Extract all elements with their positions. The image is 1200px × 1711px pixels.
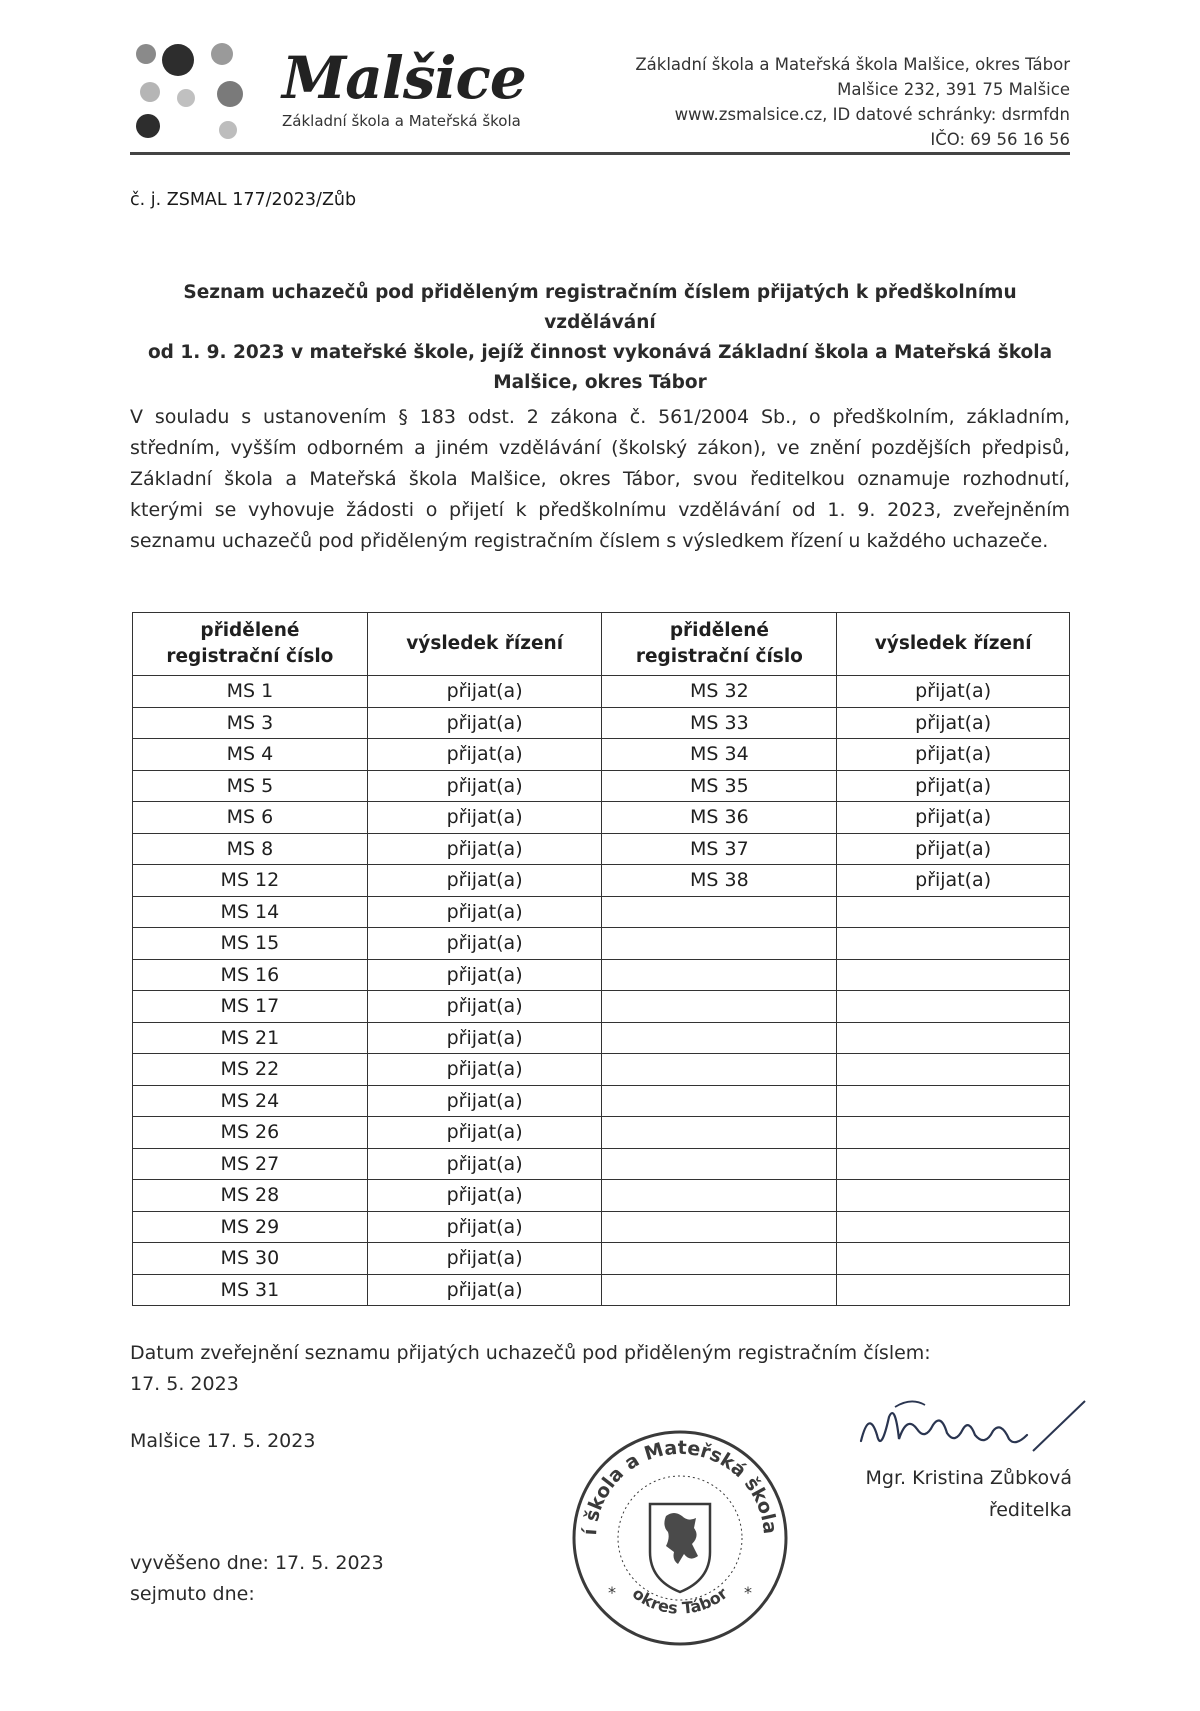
registration-number-cell: MS 27: [133, 1148, 368, 1180]
empty-result-cell: [837, 1085, 1070, 1117]
table-row: [133, 959, 1070, 991]
header-text: přidělené: [200, 620, 300, 641]
result-cell: přijat(a): [367, 1243, 602, 1275]
result-cell: přijat(a): [837, 802, 1070, 834]
admission-results-table: [132, 612, 1070, 1306]
empty-result-cell: [837, 1180, 1070, 1212]
table-row: [133, 802, 1070, 834]
result-cell: přijat(a): [837, 865, 1070, 897]
registration-number-cell: MS 26: [133, 1117, 368, 1149]
registration-number-cell: MS 24: [133, 1085, 368, 1117]
table-row: [133, 707, 1070, 739]
empty-result-cell: [837, 928, 1070, 960]
registration-number-cell: MS 8: [133, 833, 368, 865]
school-logo: [130, 40, 530, 140]
column-header-registration-number: [133, 613, 368, 676]
result-cell: přijat(a): [837, 739, 1070, 771]
empty-registration-number-cell: [602, 1274, 837, 1306]
svg-text:okres Tábor: [629, 1584, 731, 1618]
stamp-ring-text: í škola a Mateřská škola: [579, 1436, 782, 1537]
empty-registration-number-cell: [602, 991, 837, 1023]
result-cell: přijat(a): [367, 928, 602, 960]
table-row: [133, 865, 1070, 897]
registration-number-cell: MS 37: [602, 833, 837, 865]
empty-result-cell: [837, 1022, 1070, 1054]
column-header-registration-number: [602, 613, 837, 676]
empty-registration-number-cell: [602, 1117, 837, 1149]
empty-registration-number-cell: [602, 896, 837, 928]
registration-number-cell: MS 15: [133, 928, 368, 960]
empty-registration-number-cell: [602, 1211, 837, 1243]
removed-on: sejmuto dne:: [130, 1583, 255, 1605]
stamp-seal-icon: [566, 1420, 794, 1652]
letterhead: [130, 30, 1070, 155]
header-text: registrační číslo: [166, 646, 334, 667]
table-row: [133, 1180, 1070, 1212]
empty-result-cell: [837, 1117, 1070, 1149]
empty-result-cell: [837, 896, 1070, 928]
registration-number-cell: MS 3: [133, 707, 368, 739]
result-cell: přijat(a): [837, 707, 1070, 739]
result-cell: přijat(a): [367, 1180, 602, 1212]
result-cell: přijat(a): [367, 676, 602, 708]
title-line: Malšice, okres Tábor: [493, 372, 707, 393]
registration-number-cell: MS 16: [133, 959, 368, 991]
table-row: [133, 1211, 1070, 1243]
registration-number-cell: MS 5: [133, 770, 368, 802]
registration-number-cell: MS 6: [133, 802, 368, 834]
column-header-result: výsledek řízení: [837, 613, 1070, 676]
registration-number-cell: MS 36: [602, 802, 837, 834]
registration-number-cell: MS 29: [133, 1211, 368, 1243]
result-cell: přijat(a): [367, 1085, 602, 1117]
publication-date: 17. 5. 2023: [130, 1373, 239, 1395]
table-row: [133, 1022, 1070, 1054]
svg-text:*: *: [608, 1583, 616, 1602]
result-cell: přijat(a): [367, 707, 602, 739]
result-cell: přijat(a): [367, 991, 602, 1023]
school-contact-block: [635, 52, 1070, 152]
registration-number-cell: MS 34: [602, 739, 837, 771]
reference-number: č. j. ZSMAL 177/2023/Zůb: [130, 190, 357, 210]
empty-registration-number-cell: [602, 1148, 837, 1180]
place-and-date: Malšice 17. 5. 2023: [130, 1430, 316, 1452]
empty-result-cell: [837, 1274, 1070, 1306]
registration-number-cell: MS 33: [602, 707, 837, 739]
header-text: registrační číslo: [635, 646, 803, 667]
result-cell: přijat(a): [367, 1211, 602, 1243]
empty-registration-number-cell: [602, 928, 837, 960]
title-line: od 1. 9. 2023 v mateřské škole, jejíž činnost vykonává Základní škola a Mateřská škola: [147, 342, 1053, 363]
result-cell: přijat(a): [367, 865, 602, 897]
title-line: Seznam uchazečů pod přiděleným registračním číslem přijatých k předškolnímu vzdělávání: [183, 282, 1017, 333]
table-row: [133, 991, 1070, 1023]
empty-result-cell: [837, 1243, 1070, 1275]
table-row: [133, 928, 1070, 960]
result-cell: přijat(a): [367, 896, 602, 928]
director-name: Mgr. Kristina Zůbková: [865, 1467, 1072, 1489]
school-ico: IČO: 69 56 16 56: [930, 130, 1070, 149]
director-signature-block: [866, 1462, 1072, 1526]
director-role: ředitelka: [988, 1499, 1072, 1521]
table-row: [133, 1274, 1070, 1306]
registration-number-cell: MS 31: [133, 1274, 368, 1306]
result-cell: přijat(a): [367, 1274, 602, 1306]
registration-number-cell: MS 12: [133, 865, 368, 897]
posted-on: vyvěšeno dne: 17. 5. 2023: [130, 1552, 384, 1574]
result-cell: přijat(a): [367, 959, 602, 991]
table-row: [133, 1085, 1070, 1117]
empty-registration-number-cell: [602, 1180, 837, 1212]
empty-result-cell: [837, 991, 1070, 1023]
stamp-bottom-text: okres Tábor: [628, 1583, 732, 1618]
table-row: [133, 739, 1070, 771]
posting-block: [130, 1548, 384, 1610]
dots-logo-icon: [130, 40, 280, 140]
result-cell: přijat(a): [367, 833, 602, 865]
logo-wordmark: Malšice: [282, 44, 526, 112]
table-row: [133, 1148, 1070, 1180]
registration-number-cell: MS 32: [602, 676, 837, 708]
empty-registration-number-cell: [602, 959, 837, 991]
empty-registration-number-cell: [602, 1022, 837, 1054]
table-body: [133, 676, 1070, 1306]
empty-result-cell: [837, 959, 1070, 991]
table-row: [133, 1243, 1070, 1275]
registration-number-cell: MS 14: [133, 896, 368, 928]
result-cell: přijat(a): [367, 770, 602, 802]
official-stamp: [566, 1420, 794, 1652]
svg-text:*: *: [744, 1583, 752, 1602]
result-cell: přijat(a): [837, 770, 1070, 802]
intro-paragraph: V souladu s ustanovením § 183 odst. 2 zákona č. 561/2004 Sb., o předškolním, základním, středním, vyšším odborném a jiném vzdělávání (školský zákon), ve znění pozdějších předpisů, Základní škola a Mateřská škola Malšice, okres Tábor, svou ředitelkou oznamuje rozhodnutí, kterými se vyhovuje žádosti o přijetí k předškolnímu vzdělávání od 1. 9. 2023, zveřejněním seznamu uchazečů pod přiděleným registračním číslem s výsledkem řízení u každého uchazeče.: [130, 406, 1070, 552]
column-header-result: výsledek řízení: [367, 613, 602, 676]
school-name: Základní škola a Mateřská škola Malšice, okres Tábor: [635, 55, 1070, 74]
empty-registration-number-cell: [602, 1085, 837, 1117]
empty-result-cell: [837, 1148, 1070, 1180]
result-cell: přijat(a): [367, 739, 602, 771]
registration-number-cell: MS 28: [133, 1180, 368, 1212]
logo-subtitle: Základní škola a Mateřská škola: [282, 112, 521, 130]
publication-label: Datum zveřejnění seznamu přijatých uchazečů pod přiděleným registračním číslem:: [130, 1342, 931, 1364]
result-cell: přijat(a): [367, 1054, 602, 1086]
header-divider: [130, 152, 1070, 155]
table-row: [133, 833, 1070, 865]
registration-number-cell: MS 1: [133, 676, 368, 708]
table-row: [133, 1054, 1070, 1086]
registration-number-cell: MS 4: [133, 739, 368, 771]
result-cell: přijat(a): [367, 802, 602, 834]
table-row: [133, 676, 1070, 708]
result-cell: přijat(a): [837, 833, 1070, 865]
registration-number-cell: MS 21: [133, 1022, 368, 1054]
empty-registration-number-cell: [602, 1054, 837, 1086]
document-title: [130, 278, 1070, 398]
empty-result-cell: [837, 1054, 1070, 1086]
registration-number-cell: MS 22: [133, 1054, 368, 1086]
registration-number-cell: MS 30: [133, 1243, 368, 1275]
empty-result-cell: [837, 1211, 1070, 1243]
registration-number-cell: MS 38: [602, 865, 837, 897]
table-header-row: [133, 613, 1070, 676]
table-row: [133, 896, 1070, 928]
result-cell: přijat(a): [837, 676, 1070, 708]
result-cell: přijat(a): [367, 1022, 602, 1054]
registration-number-cell: MS 17: [133, 991, 368, 1023]
registration-number-cell: MS 35: [602, 770, 837, 802]
empty-registration-number-cell: [602, 1243, 837, 1275]
table-row: [133, 1117, 1070, 1149]
school-address: Malšice 232, 391 75 Malšice: [837, 80, 1070, 99]
table-row: [133, 770, 1070, 802]
publication-block: [130, 1338, 931, 1400]
school-web: www.zsmalsice.cz, ID datové schránky: dsrmfdn: [674, 105, 1070, 124]
result-cell: přijat(a): [367, 1148, 602, 1180]
header-text: přidělené: [669, 620, 769, 641]
result-cell: přijat(a): [367, 1117, 602, 1149]
